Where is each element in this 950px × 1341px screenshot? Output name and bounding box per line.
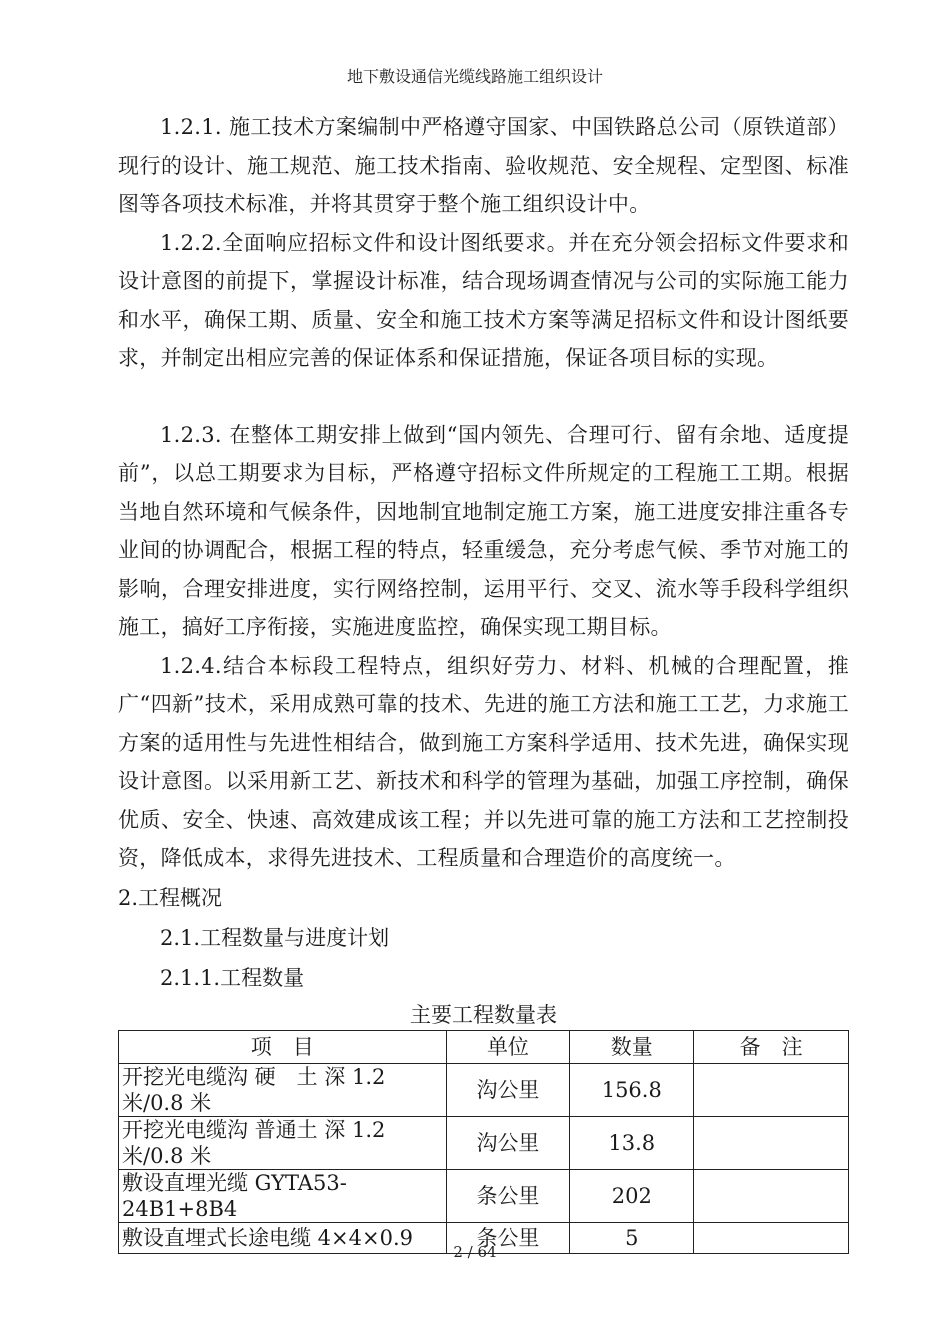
cell-item: 开挖光电缆沟 普通土 深 1.2 米/0.8 米 bbox=[119, 1116, 447, 1169]
subsubsection-heading: 2.1.1.工程数量 bbox=[160, 965, 305, 990]
cell-item: 敷设直埋光缆 GYTA53-24B1+8B4 bbox=[119, 1169, 447, 1222]
table-row bbox=[119, 1169, 849, 1222]
table-row bbox=[119, 1063, 849, 1116]
cell-quantity: 13.8 bbox=[570, 1116, 694, 1169]
cell-note bbox=[694, 1169, 849, 1222]
document-body bbox=[118, 108, 849, 1254]
column-header-unit: 单位 bbox=[446, 1030, 570, 1063]
cell-note bbox=[694, 1063, 849, 1116]
cell-quantity: 202 bbox=[570, 1169, 694, 1222]
paragraph-1-2-1: 1.2.1. 施工技术方案编制中严格遵守国家、中国铁路总公司（原铁道部）现行的设计、施工规范、施工技术指南、验收规范、安全规程、定型图、标准图等各项技术标准，并将其贯穿于整个施工组织设计中。 bbox=[118, 115, 849, 216]
column-header-item: 项 目 bbox=[119, 1030, 447, 1063]
column-header-quantity: 数量 bbox=[570, 1030, 694, 1063]
cell-quantity: 5 bbox=[570, 1222, 694, 1253]
cell-item: 敷设直埋式长途电缆 4×4×0.9 bbox=[119, 1222, 447, 1253]
page-number: 2 / 64 bbox=[453, 1243, 497, 1261]
paragraph-1-2-3: 1.2.3. 在整体工期安排上做到“国内领先、合理可行、留有余地、适度提前”，以总工期要求为目标，严格遵守招标文件所规定的工程施工工期。根据当地自然环境和气候条件，因地制宜地制定施工方案，施工进度安排注重各专业间的协调配合，根据工程的特点，轻重缓急，充分考虑气候、季节对施工的影响，合理安排进度，实行网络控制，运用平行、交叉、流水等手段科学组织施工，搞好工序衔接，实施进度监控，确保实现工期目标。 bbox=[118, 422, 849, 639]
cell-unit: 条公里 bbox=[446, 1222, 570, 1253]
table-title: 主要工程数量表 bbox=[410, 1002, 557, 1027]
document-header: 地下敷设通信光缆线路施工组织设计 bbox=[346, 67, 603, 86]
paragraph-1-2-2: 1.2.2.全面响应招标文件和设计图纸要求。并在充分领会招标文件要求和设计意图的前提下，掌握设计标准，结合现场调查情况与公司的实际施工能力和水平，确保工期、质量、安全和施工技术方案等满足招标文件和设计图纸要求，并制定出相应完善的保证体系和保证措施，保证各项目标的实现。 bbox=[118, 230, 849, 370]
cell-unit: 沟公里 bbox=[446, 1116, 570, 1169]
quantity-table bbox=[118, 1030, 849, 1254]
blank-line bbox=[118, 378, 849, 416]
cell-unit: 沟公里 bbox=[446, 1063, 570, 1116]
column-header-note: 备 注 bbox=[694, 1030, 849, 1063]
section-heading: 2.工程概况 bbox=[118, 885, 223, 910]
cell-unit: 条公里 bbox=[446, 1169, 570, 1222]
paragraph-1-2-4: 1.2.4.结合本标段工程特点，组织好劳力、材料、机械的合理配置，推广“四新”技术，采用成熟可靠的技术、先进的施工方法和施工工艺，力求施工方案的适用性与先进性相结合，做到施工方案科学适用、技术先进，确保实现设计意图。以采用新工艺、新技术和科学的管理为基础，加强工序控制，确保优质、安全、快速、高效建成该工程；并以先进可靠的施工方法和工艺控制投资，降低成本，求得先进技术、工程质量和合理造价的高度统一。 bbox=[118, 653, 849, 870]
cell-note bbox=[694, 1116, 849, 1169]
subsection-heading: 2.1.工程数量与进度计划 bbox=[160, 925, 390, 950]
table-header-row bbox=[119, 1030, 849, 1063]
cell-item: 开挖光电缆沟 硬 土 深 1.2 米/0.8 米 bbox=[119, 1063, 447, 1116]
table-row bbox=[119, 1116, 849, 1169]
cell-quantity: 156.8 bbox=[570, 1063, 694, 1116]
